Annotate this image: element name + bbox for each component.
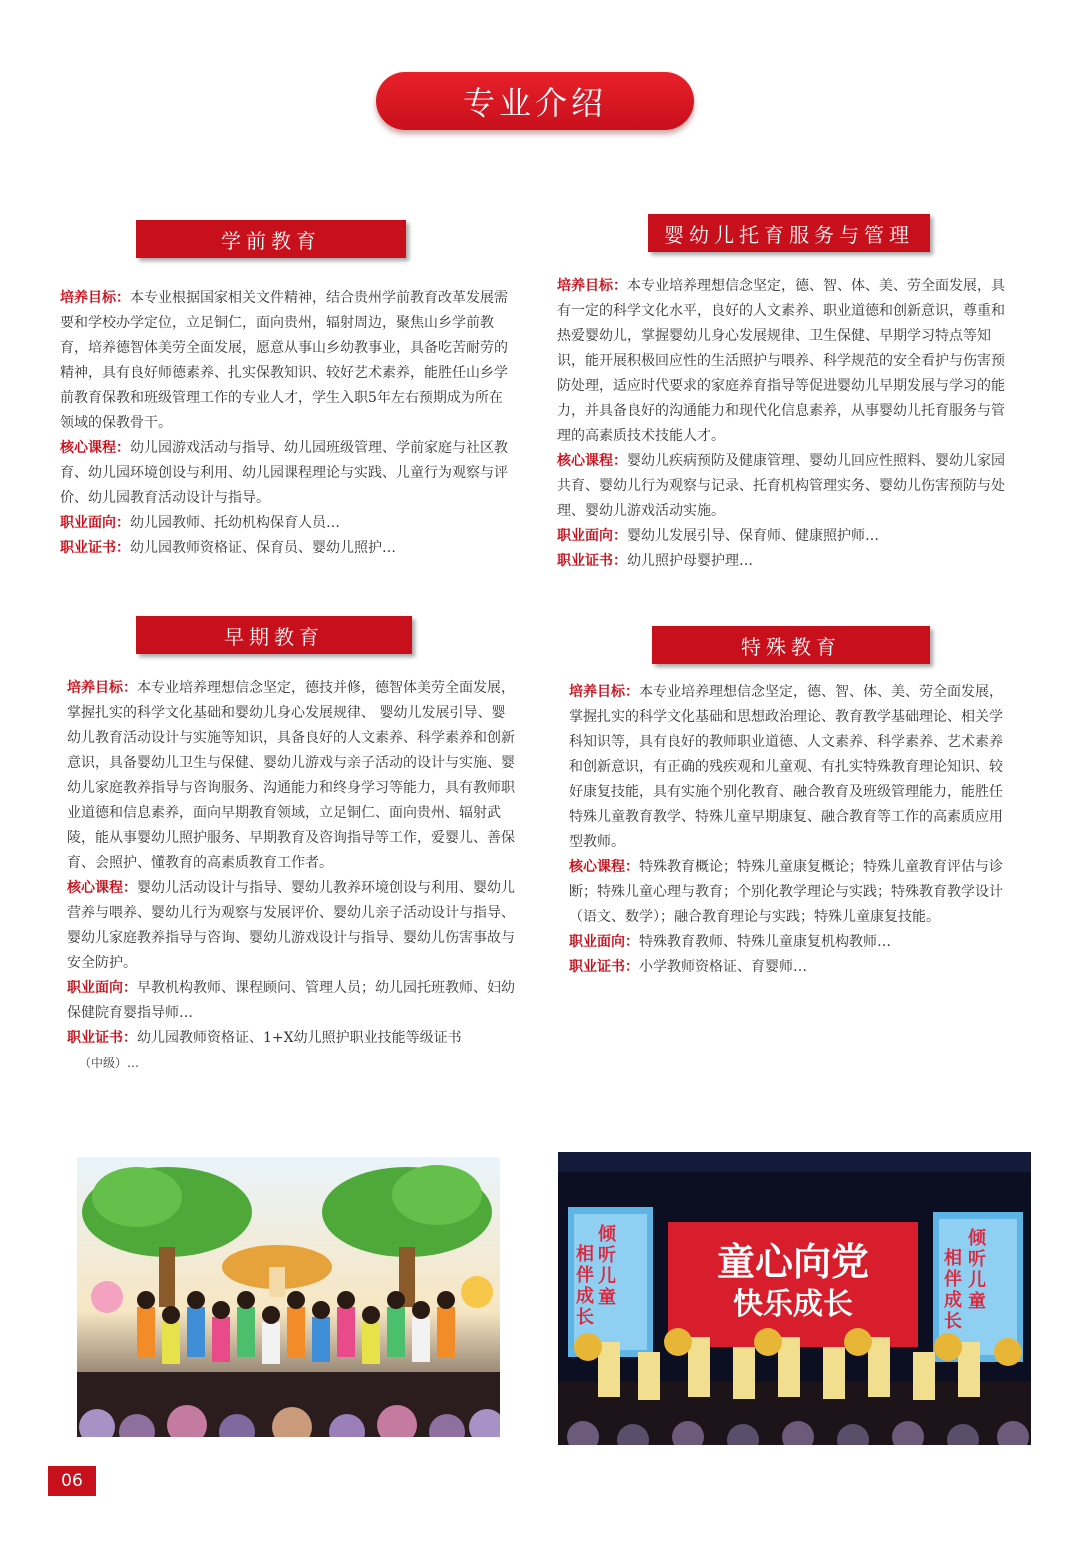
screen-side-text-left: 倾听儿童 (598, 1224, 616, 1308)
course-text: 婴幼儿疾病预防及健康管理、婴幼儿回应性照料、婴幼儿家园共育、婴幼儿行为观察与记录、托育机构管理实务、婴幼儿伤害预防与处理、婴幼儿游戏活动实施。 (557, 453, 1005, 519)
stage-performance-photo-2 (558, 1152, 1031, 1445)
goal-text: 本专业培养理想信念坚定，德技并修，德智体美劳全面发展，掌握扎实的科学文化基础和婴幼儿身心发展规律、 婴幼儿发展引导、婴幼儿教育活动设计与实施等知识，具备良好的人文素养、科学素养和创新意识，具备婴幼儿卫生与保健、婴幼儿游戏与亲子活动的设计与实施、婴幼儿家庭教养指导与咨询服务、沟通能力和终身学习等能力，具有教师职业道德和信息素养，面向早期教育领域，立足铜仁、面向贵州、辐射武陵，能从事婴幼儿照护服务、早期教育及咨询指导等工作，爱婴儿、善保育、会照护、懂教育的高素质教育工作者。 (67, 680, 515, 871)
cert-label: 职业证书： (569, 959, 639, 975)
cert-note: （中级）… (79, 1056, 140, 1070)
course-text: 幼儿园游戏活动与指导、幼儿园班级管理、学前家庭与社区教育、幼儿园环境创设与利用、幼儿园课程理论与实践、儿童行为观察与评价、幼儿园教育活动设计与指导。 (60, 440, 508, 506)
course-text: 婴幼儿活动设计与指导、婴幼儿教养环境创设与利用、婴幼儿营养与喂养、婴幼儿行为观察与发展评价、婴幼儿亲子活动设计与指导、婴幼儿家庭教养指导与咨询、婴幼儿游戏设计与指导、婴幼儿伤害事故与安全防护。 (67, 880, 515, 971)
screen-side-text-right: 倾听儿童 (968, 1228, 986, 1312)
cert-text: 幼儿园教师资格证、1+X幼儿照护职业技能等级证书 (137, 1030, 462, 1046)
page-number: 06 (48, 1466, 96, 1496)
heading-preschool: 学前教育 (136, 220, 406, 258)
goal-text: 本专业培养理想信念坚定，德、智、体、美、劳全面发展，具有一定的科学文化水平，良好的人文素养、职业道德和创新意识，尊重和热爱婴幼儿，掌握婴幼儿身心发展规律、卫生保健、早期学习特点等知识，能开展积极回应性的生活照护与喂养、科学规范的安全看护与伤害预防处理，适应时代要求的家庭养育指导等促进婴幼儿早期发展与学习的能力，并具备良好的沟通能力和现代化信息素养，从事婴幼儿托育服务与管理的高素质技术技能人才。 (557, 278, 1005, 444)
course-label: 核心课程： (67, 880, 137, 896)
cert-text: 幼儿照护母婴护理… (627, 553, 753, 569)
photo-1-illustration (77, 1157, 500, 1437)
screen-side-text-left-2: 相伴成长 (576, 1244, 594, 1328)
cert-text: 幼儿园教师资格证、保育员、婴幼儿照护… (130, 540, 396, 556)
course-text: 特殊教育概论；特殊儿童康复概论；特殊儿童教育评估与诊断；特殊儿童心理与教育；个别化教学理论与实践；特殊教育教学设计（语文、数学）；融合教育理论与实践；特殊儿童康复技能。 (569, 859, 1003, 925)
goal-text: 本专业根据国家相关文件精神，结合贵州学前教育改革发展需要和学校办学定位，立足铜仁，面向贵州，辐射周边，聚焦山乡学前教育，培养德智体美劳全面发展，愿意从事山乡幼教事业，具备吃苦耐劳的精神，具有良好师德素养、扎实保教知识、较好艺术素养，能胜任山乡学前教育保教和班级管理工作的专业人才，学生入职5年左右预期成为所在领域的保教骨干。 (60, 290, 508, 431)
goal-text: 本专业培养理想信念坚定，德、智、体、美、劳全面发展，掌握扎实的科学文化基础和思想政治理论、教育教学基础理论、相关学科知识等，具有良好的教师职业道德、人文素养、科学素养、艺术素养和创新意识，有正确的残疾观和儿童观、有扎实特殊教育理论知识、较好康复技能，具有实施个别化教育、融合教育及班级管理能力，能胜任特殊儿童教育教学、特殊儿童早期康复、融合教育等工作的高素质应用型教师。 (569, 684, 1003, 850)
career-label: 职业面向： (60, 515, 130, 531)
career-text: 特殊教育教师、特殊儿童康复机构教师… (639, 934, 891, 950)
screen-side-text-right-2: 相伴成长 (944, 1248, 962, 1332)
goal-label: 培养目标： (557, 278, 627, 294)
heading-early-education: 早期教育 (136, 616, 412, 654)
heading-infant-care: 婴幼儿托育服务与管理 (648, 214, 930, 252)
course-label: 核心课程： (557, 453, 627, 469)
career-label: 职业面向： (569, 934, 639, 950)
course-label: 核心课程： (569, 859, 639, 875)
career-label: 职业面向： (557, 528, 627, 544)
screen-main-text: 童心向党 (716, 1240, 869, 1284)
cert-label: 职业证书： (557, 553, 627, 569)
screen-main-text-line2: 快乐成长 (733, 1287, 853, 1322)
career-label: 职业面向： (67, 980, 137, 996)
goal-label: 培养目标： (569, 684, 639, 700)
cert-label: 职业证书： (67, 1030, 137, 1046)
section-special-education (569, 680, 1015, 980)
career-text: 早教机构教师、课程顾问、管理人员；幼儿园托班教师、妇幼保健院育婴指导师… (67, 980, 515, 1021)
section-early-education (67, 676, 515, 1076)
cert-text: 小学教师资格证、育婴师… (639, 959, 807, 975)
stage-performance-photo-1 (77, 1157, 500, 1437)
career-text: 幼儿园教师、托幼机构保育人员… (130, 515, 340, 531)
page-title: 专业介绍 (376, 72, 694, 130)
cert-label: 职业证书： (60, 540, 130, 556)
goal-label: 培养目标： (60, 290, 130, 306)
course-label: 核心课程： (60, 440, 130, 456)
heading-special-education: 特殊教育 (652, 626, 930, 664)
goal-label: 培养目标： (67, 680, 137, 696)
career-text: 婴幼儿发展引导、保育师、健康照护师… (627, 528, 879, 544)
section-infant-care (557, 274, 1007, 574)
section-preschool (60, 286, 508, 561)
